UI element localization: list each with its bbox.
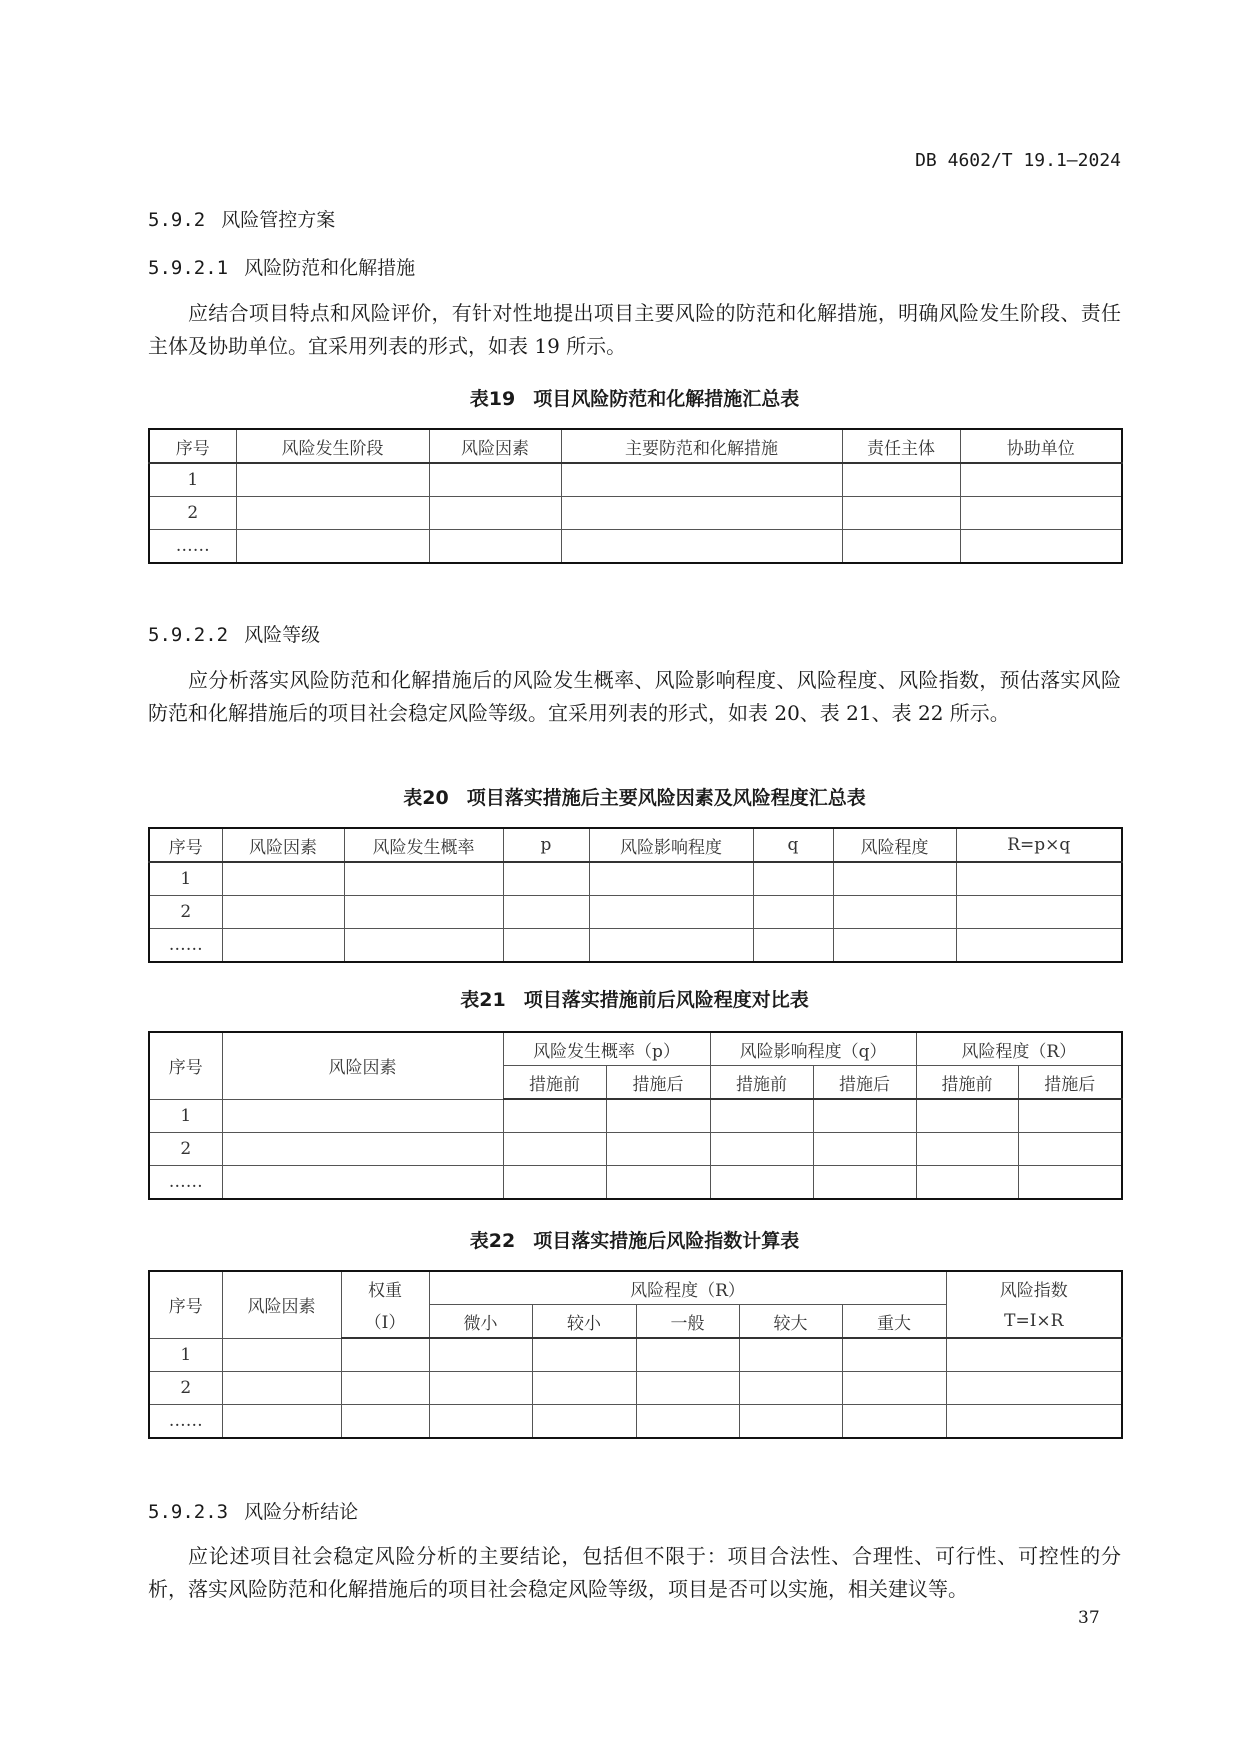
heading-title: 风险防范和化解措施 <box>244 257 416 279</box>
table-number: 表22 <box>469 1230 516 1252</box>
table-caption <box>148 384 1121 411</box>
heading-number: 5.9.2 <box>148 209 206 231</box>
col-header: 风险指数 <box>946 1271 1122 1305</box>
col-header: p <box>503 828 589 862</box>
col-header: 风险影响程度（q） <box>710 1032 916 1066</box>
col-header: 风险因素 <box>222 828 344 862</box>
sub-header: 措施前 <box>916 1066 1018 1100</box>
table-row <box>149 929 1122 963</box>
heading-title: 风险管控方案 <box>221 209 336 231</box>
sub-header: 措施前 <box>710 1066 813 1100</box>
table-19 <box>148 428 1123 564</box>
col-header: 风险因素 <box>429 429 561 463</box>
col-header: 风险因素 <box>222 1271 341 1338</box>
table-20 <box>148 827 1123 963</box>
table-22 <box>148 1270 1123 1439</box>
sub-header: 措施后 <box>606 1066 710 1100</box>
heading-5-9-2 <box>148 205 335 232</box>
heading-number: 5.9.2.2 <box>148 624 229 646</box>
heading-5-9-2-3 <box>148 1497 358 1524</box>
heading-5-9-2-1 <box>148 253 415 280</box>
heading-title: 风险分析结论 <box>244 1501 359 1523</box>
table-title: 项目落实措施后主要风险因素及风险程度汇总表 <box>466 787 866 809</box>
table-number: 表21 <box>460 989 506 1011</box>
row-number: …… <box>149 929 222 963</box>
sub-header: 措施后 <box>1018 1066 1122 1100</box>
heading-number: 5.9.2.3 <box>148 1501 229 1523</box>
table-row <box>149 1166 1122 1200</box>
page-number: 37 <box>1078 1608 1100 1628</box>
paragraph: 应结合项目特点和风险评价，有针对性地提出项目主要风险的防范和化解措施，明确风险发生阶段、责任主体及协助单位。宜采用列表的形式，如表 19 所示。 <box>148 301 1121 358</box>
col-header-sub: （I） <box>341 1305 429 1339</box>
col-header: 风险发生概率（p） <box>503 1032 710 1066</box>
table-row <box>149 497 1122 530</box>
col-header: 风险程度 <box>833 828 956 862</box>
table-row <box>149 1405 1122 1439</box>
heading-number: 5.9.2.1 <box>148 257 229 279</box>
table-row <box>149 862 1122 896</box>
sub-header: 措施后 <box>813 1066 916 1100</box>
col-header: 序号 <box>149 429 236 463</box>
col-header: q <box>753 828 833 862</box>
level-header: 较小 <box>532 1305 636 1339</box>
col-header: 权重 <box>341 1271 429 1305</box>
row-number: 2 <box>149 896 222 929</box>
table-title: 项目落实措施后风险指数计算表 <box>533 1230 800 1252</box>
paragraph: 应论述项目社会稳定风险分析的主要结论，包括但不限于：项目合法性、合理性、可行性、可控性的分析，落实风险防范和化解措施后的项目社会稳定风险等级，项目是否可以实施，相关建议等。 <box>148 1544 1121 1601</box>
table-row <box>149 896 1122 929</box>
table-row <box>149 1099 1122 1133</box>
table-caption <box>148 985 1121 1012</box>
table-row <box>149 1133 1122 1166</box>
table-number: 表20 <box>403 787 449 809</box>
table-title: 项目风险防范和化解措施汇总表 <box>533 388 800 410</box>
col-header: R=p×q <box>956 828 1122 862</box>
table-title: 项目落实措施前后风险程度对比表 <box>523 989 809 1011</box>
table-caption <box>148 1226 1121 1253</box>
col-header: 序号 <box>149 1032 222 1099</box>
level-header: 一般 <box>636 1305 739 1339</box>
level-header: 重大 <box>842 1305 946 1339</box>
col-header: 协助单位 <box>960 429 1122 463</box>
table-21 <box>148 1031 1123 1200</box>
level-header: 微小 <box>429 1305 532 1339</box>
row-number: 1 <box>149 1338 222 1372</box>
row-number: 2 <box>149 1372 222 1405</box>
table-row <box>149 530 1122 564</box>
sub-header: 措施前 <box>503 1066 606 1100</box>
row-number: …… <box>149 530 236 564</box>
document-id: DB 4602/T 19.1—2024 <box>915 150 1121 171</box>
table-row <box>149 1372 1122 1405</box>
col-header: 风险程度（R） <box>429 1271 946 1305</box>
col-header: 风险因素 <box>222 1032 503 1099</box>
col-header: 序号 <box>149 1271 222 1338</box>
table-caption <box>148 783 1121 810</box>
col-header: 责任主体 <box>842 429 960 463</box>
col-header: 风险程度（R） <box>916 1032 1122 1066</box>
row-number: 2 <box>149 1133 222 1166</box>
col-header: 序号 <box>149 828 222 862</box>
heading-5-9-2-2 <box>148 620 320 647</box>
row-number: …… <box>149 1166 222 1200</box>
paragraph: 应分析落实风险防范和化解措施后的风险发生概率、风险影响程度、风险程度、风险指数，预估落实风险防范和化解措施后的项目社会稳定风险等级。宜采用列表的形式，如表 20、表 21、表 22 所示。 <box>148 668 1121 725</box>
col-header: 风险发生阶段 <box>236 429 429 463</box>
table-number: 表19 <box>469 388 516 410</box>
level-header: 较大 <box>739 1305 842 1339</box>
col-header: 风险发生概率 <box>344 828 503 862</box>
table-row <box>149 1338 1122 1372</box>
row-number: 1 <box>149 463 236 497</box>
row-number: …… <box>149 1405 222 1439</box>
col-header-sub: T=I×R <box>946 1305 1122 1339</box>
row-number: 2 <box>149 497 236 530</box>
row-number: 1 <box>149 1099 222 1133</box>
col-header: 风险影响程度 <box>589 828 753 862</box>
table-row <box>149 463 1122 497</box>
col-header: 主要防范和化解措施 <box>561 429 842 463</box>
heading-title: 风险等级 <box>244 624 321 646</box>
row-number: 1 <box>149 862 222 896</box>
